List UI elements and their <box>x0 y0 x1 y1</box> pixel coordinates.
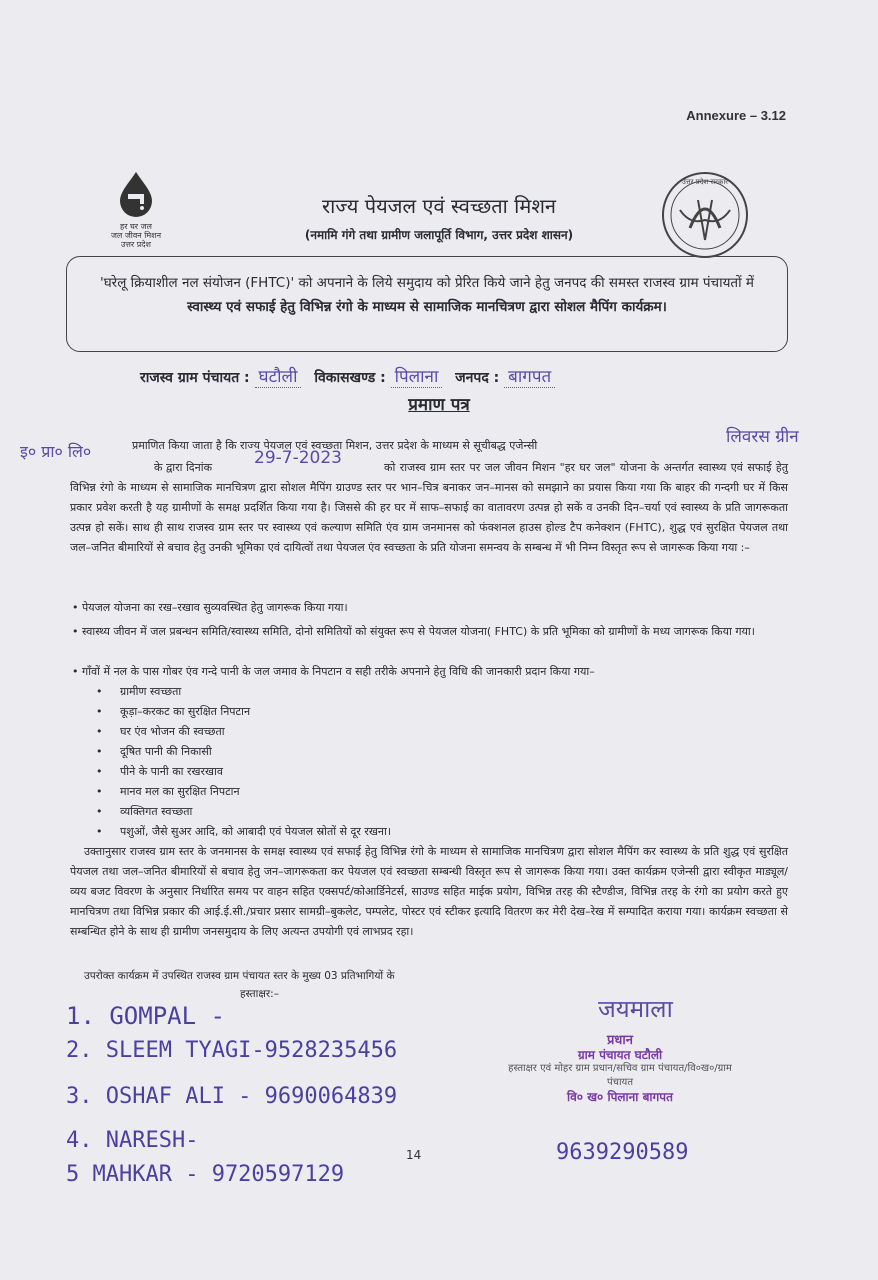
bullet-1-text: पेयजल योजना का रख–रखाव सुव्यवस्थित हेतु जागरूक किया गया। <box>82 601 348 614</box>
location-fields <box>140 364 555 387</box>
sub-item-4-text: दूषित पानी की निकासी <box>120 745 212 758</box>
para1-line2-a: के द्वारा दिनांक <box>154 461 213 474</box>
sub-item-7-text: व्यक्तिगत स्वच्छता <box>120 805 193 818</box>
sub-item-6: • मानव मल का सुरक्षित निपटान <box>96 785 240 798</box>
signature-5: 5 MAHKAR - 9720597129 <box>66 1162 345 1187</box>
sub-item-8-text: पशुओं, जैसे सुअर आदि, को आबादी एवं पेयजल स्रोतों से दूर रखना। <box>120 825 392 838</box>
box-text: 'घरेलू क्रियाशील नल संयोजन (FHTC)' को अपनाने के लिये समुदाय को प्रेरित किये जाने हेतु जनपद की समस्त राजस्व ग्राम पंचायतों में <box>99 275 754 291</box>
signature-1: 1. GOMPAL - <box>66 1002 225 1030</box>
district-value: बागपत <box>504 367 555 388</box>
logo-line-1: हर घर जल <box>120 222 152 231</box>
pradhan-phone: 9639290589 <box>556 1140 689 1165</box>
certificate-title: प्रमाण पत्र <box>408 395 470 415</box>
sub-item-8: • पशुओं, जैसे सुअर आदि, को आबादी एवं पेयजल स्रोतों से दूर रखना। <box>96 825 392 838</box>
stamp-line-3: वि० ख० पिलाना बागपत <box>567 1090 673 1104</box>
gp-label: राजस्व ग्राम पंचायत : <box>140 370 250 386</box>
handwritten-date: 29-7-2023 <box>254 448 342 468</box>
stamp-line-1: प्रधान <box>607 1033 633 1048</box>
box-bold-text: स्वास्थ्य एवं सफाई हेतु विभिन्न रंगो के माध्यम से सामाजिक मानचित्रण द्वारा सोशल मैपिंग कार्यक्रम। <box>187 299 667 315</box>
bullet-3-text: गाँवों में नल के पास गोबर एंव गन्दे पानी के जल जमाव के निपटान व सही तरीके अपनाने हेतु विधि की जानकारी प्रदान किया गया– <box>82 665 595 678</box>
org-title: राज्य पेयजल एवं स्वच्छता मिशन <box>321 194 557 218</box>
emblem-text: उत्तर प्रदेश सरकार <box>681 178 729 186</box>
handwritten-agency: लिवरस ग्रीन <box>726 427 799 447</box>
stamp-line-2: ग्राम पंचायत घटौली <box>577 1048 663 1062</box>
sub-item-5-text: पीने के पानी का रखरखाव <box>120 765 223 778</box>
sub-item-6-text: मानव मल का सुरक्षित निपटान <box>120 785 240 798</box>
annexure-label: Annexure – 3.12 <box>686 108 786 123</box>
gp-value: घटौली <box>255 367 302 388</box>
page-number: 14 <box>406 1148 422 1162</box>
para1-body: को राजस्व ग्राम स्तर पर जल जीवन मिशन "हर घर जल" योजना के अन्तर्गत स्वास्थ्य एवं सफाई हेतु विभिन्न रंगो के माध्यम से सामाजिक मानचित्रण द्वारा सोशल मैपिंग ग्राउण्ड स्तर पर भान–चित्र बनाकर जन–मानस को समझाने का प्रयास किया गया कि बाहर की गन्दगी घर में किस प्रकार प्रवेश करती है यह ग्रामीणों के समक्ष प्रदर्शित किया गया है। जिससे की हर घर में साफ–सफाई का वातावरण उत्पन्न हो सकें व उनकी दिन–चर्या एवं स्वास्थ्य के प्रति जागरूकता उत्पन्न हो सकें। साथ ही साथ राजस्व ग्राम स्तर पर स्वास्थ्य एवं कल्याण समिति एंव ग्राम जनमानस को फंक्शनल हाउस होल्ड टैप कनेक्शन (FHTC), शुद्ध एवं सुरक्षित पेयजल तथा जल–जनित बीमारियों से बचाव हेतु उनकी भूमिका एवं दायित्वों तथा पेयजल एंव स्वच्छता के प्रति योजना समन्वय के सम्बन्ध में भी निम्न विस्तृत रूप से जागरूक किया गया :– <box>70 461 788 554</box>
bullet-2-text: स्वास्थ्य जीवन में जल प्रबन्धन समिति/स्वास्थ्य समिति, दोनो समितियों को संयुक्त रूप से पेयजल योजना( FHTC) के प्रति भूमिका को ग्रामीणों के मध्य जागरूक किया गया। <box>82 625 755 638</box>
logo-line-2: जल जीवन मिशन <box>110 231 162 240</box>
participants-line: उपरोक्त कार्यक्रम में उपस्थित राजस्व ग्राम पंचायत स्तर के मुख्य 03 प्रतिभागियों के <box>84 970 395 982</box>
sub-item-1-text: ग्रामीण स्वच्छता <box>120 685 182 698</box>
bullet-2: • स्वास्थ्य जीवन में जल प्रबन्धन समिति/स्वास्थ्य समिति, दोनो समितियों को संयुक्त रूप से पेयजल योजना( FHTC) के प्रति भूमिका को ग्रामीणों के मध्य जागरूक किया गया। <box>72 625 755 638</box>
block-value: पिलाना <box>391 367 443 388</box>
handwritten-prefix: इ० प्रा० लि० <box>20 442 92 461</box>
sub-item-2: • कूड़ा–करकट का सुरक्षित निपटान <box>96 705 251 718</box>
sub-item-5: • पीने के पानी का रखरखाव <box>96 765 223 778</box>
signature-4: 4. NARESH- <box>66 1128 199 1153</box>
sub-item-2-text: कूड़ा–करकट का सुरक्षित निपटान <box>120 705 251 718</box>
para1-line1: प्रमाणित किया जाता है कि राज्य पेयजल एवं स्वच्छता मिशन, उत्तर प्रदेश के माध्यम से सूचीबद्ध एजेन्सी <box>132 439 538 452</box>
sub-item-3: • घर एंव भोजन की स्वच्छता <box>96 725 225 738</box>
bullet-3: • गाँवों में नल के पास गोबर एंव गन्दे पानी के जल जमाव के निपटान व सही तरीके अपनाने हेतु विधि की जानकारी प्रदान किया गया– <box>72 665 595 678</box>
pradhan-stamp <box>500 1034 740 1104</box>
sub-item-4: • दूषित पानी की निकासी <box>96 745 212 758</box>
district-label: जनपद : <box>455 370 500 386</box>
block-label: विकासखण्ड : <box>314 370 386 386</box>
sub-item-3-text: घर एंव भोजन की स्वच्छता <box>120 725 225 738</box>
sub-item-1: • ग्रामीण स्वच्छता <box>96 685 182 698</box>
sub-item-7: • व्यक्तिगत स्वच्छता <box>96 805 193 818</box>
signature-3: 3. OSHAF ALI - 9690064839 <box>66 1084 398 1109</box>
program-title-box <box>66 256 788 352</box>
org-subtitle: (नमामि गंगे तथा ग्रामीण जलापूर्ति विभाग, उत्तर प्रदेश शासन) <box>304 228 574 242</box>
signature-label: हस्ताक्षर:– <box>240 988 279 1000</box>
pradhan-signature: जयमाला <box>598 995 673 1023</box>
bullet-1: • पेयजल योजना का रख–रखाव सुव्यवस्थित हेतु जागरूक किया गया। <box>72 601 348 614</box>
stamp-caption: हस्ताक्षर एवं मोहर ग्राम प्रधान/सचिव ग्राम पंचायत/वि०ख०/ग्राम पंचायत <box>508 1063 732 1088</box>
logo-line-3: उत्तर प्रदेश <box>121 240 151 249</box>
para2: उक्तानुसार राजस्व ग्राम स्तर के जनमानस के समक्ष स्वास्थ्य एवं सफाई हेतु विभिन्न रंगो के माध्यम से सामाजिक मानचित्रण द्वारा सोशल मैपिंग कर स्वास्थ्य के प्रति शुद्ध एवं सुरक्षित पेयजल तथा जल–जनित बीमारियों से बचाव हेतु जन–जागरूकता कर पेयजल एवं स्वच्छता सम्बन्धी विस्तृत रूप से जागरूक किया गया। उक्त कार्यक्रम एजेन्सी द्वारा स्वीकृत माड्यूल/व्यय बजट विवरण के अनुसार निर्धारित समय पर वाहन सहित एक्सपर्ट/कोआर्डिनेटर्स, साउण्ड सहित माईक प्रयोग, विभिन्न तरह की स्टैण्डीज, विभिन्न तरह के रंगो का प्रयोग करते हुए मानचित्रण तथा विभिन्न प्रकार की आई.ई.सी./प्रचार प्रसार सामग्री–बुकलेट, पम्पलेट, पोस्टर एवं स्टीकर इत्यादि वितरण कर मेरी देख–रेख में सम्पादित कराया गया। कार्यक्रम स्वच्छता से सम्बन्धित होने के साथ ही ग्रामीण जनसमुदाय के लिए अत्यन्त उपयोगी एवं लाभप्रद रहा। <box>70 845 788 938</box>
signature-2: 2. SLEEM TYAGI-9528235456 <box>66 1038 398 1063</box>
